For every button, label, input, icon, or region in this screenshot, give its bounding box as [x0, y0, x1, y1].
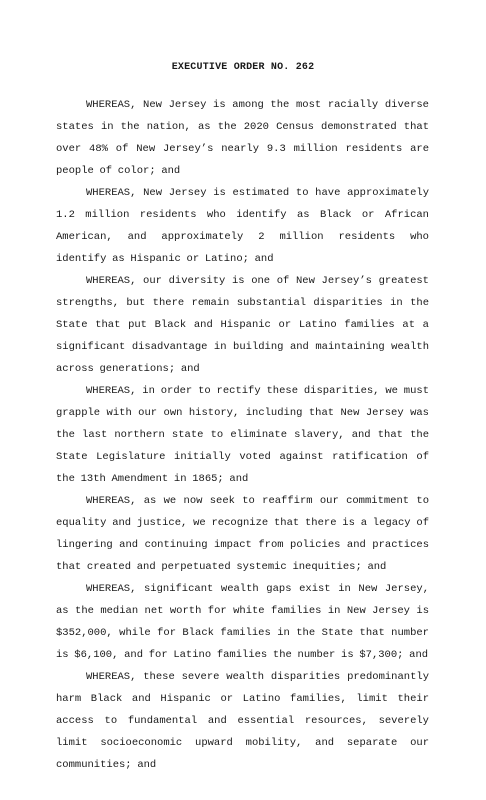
document-body [56, 94, 429, 776]
whereas-paragraph-3: WHEREAS, our diversity is one of New Jersey’s greatest strengths, but there remain substantial disparities in the State that put Black and Hispanic or Latino families at a significant disadvantage in building and maintaining wealth across generations; and [56, 275, 429, 375]
whereas-paragraph-4: WHEREAS, in order to rectify these disparities, we must grapple with our own history, including that New Jersey was the last northern state to eliminate slavery, and that the State Legislature initially voted against ratification of the 13th Amendment in 1865; and [56, 385, 429, 485]
whereas-paragraph-2: WHEREAS, New Jersey is estimated to have approximately 1.2 million residents who identify as Black or African American, and approximately 2 million residents who identify as Hispanic or Latino; and [56, 187, 429, 265]
whereas-paragraph-6: WHEREAS, significant wealth gaps exist in New Jersey, as the median net worth for white families in New Jersey is $352,000, while for Black families in the State that number is $6,100, and for Latino families the number is $7,300; and [56, 583, 429, 661]
whereas-paragraph-5: WHEREAS, as we now seek to reaffirm our commitment to equality and justice, we recognize that there is a legacy of lingering and continuing impact from policies and practices that created and perpetuated systemic inequities; and [56, 495, 429, 573]
document-title: EXECUTIVE ORDER NO. 262 [171, 62, 315, 73]
whereas-paragraph-7: WHEREAS, these severe wealth disparities predominantly harm Black and Hispanic or Latino families, limit their access to fundamental and essential resources, severely limit socioeconomic upward mobility, and separate our communities; and [56, 671, 429, 771]
whereas-paragraph-1: WHEREAS, New Jersey is among the most racially diverse states in the nation, as the 2020 Census demonstrated that over 48% of New Jersey’s nearly 9.3 million residents are people of color; and [56, 99, 429, 177]
